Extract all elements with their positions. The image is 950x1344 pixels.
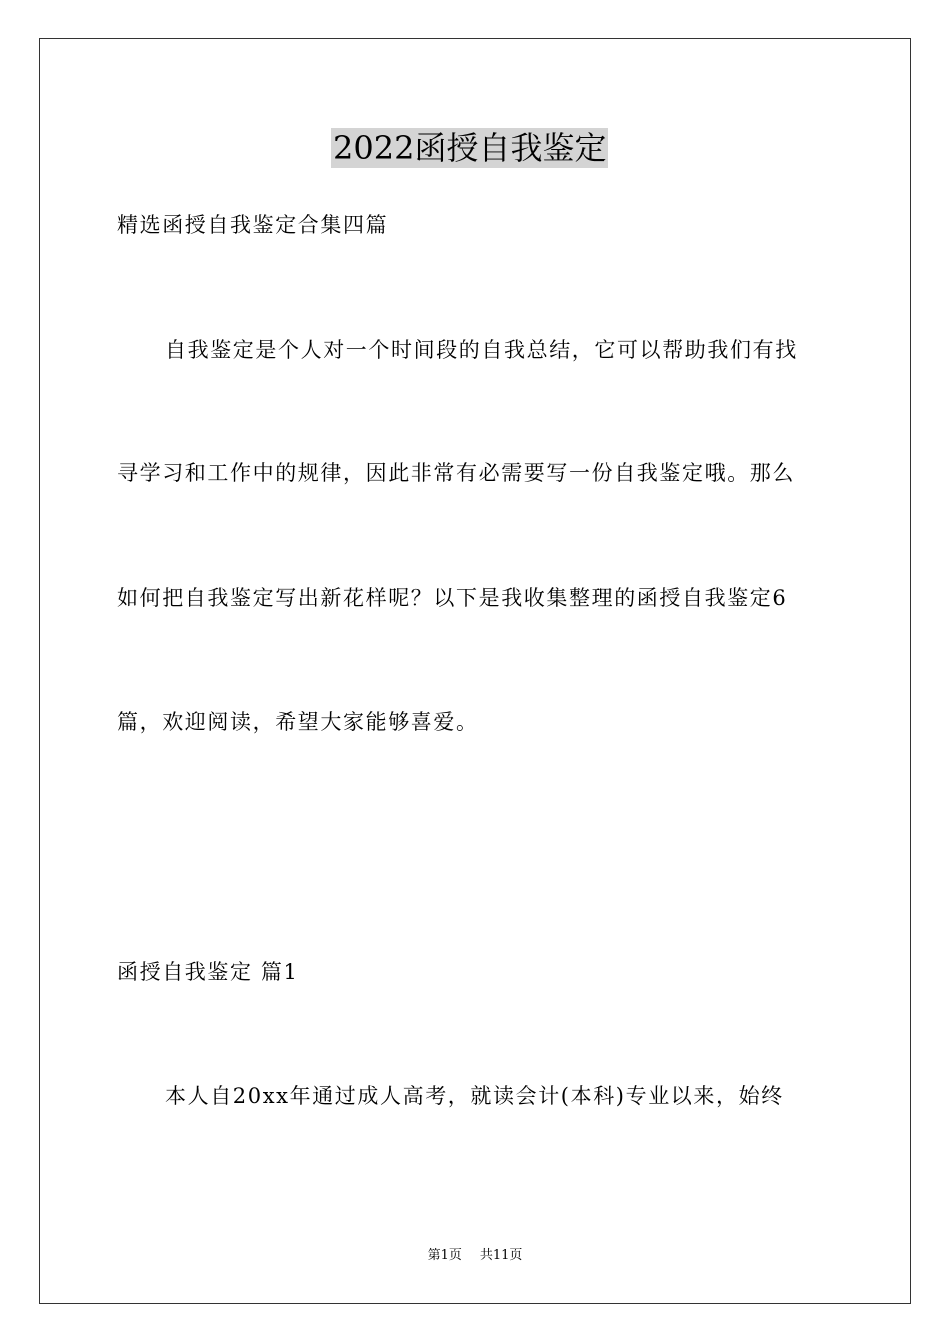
- page-number: 第1页: [427, 1248, 462, 1263]
- document-title: 2022函授自我鉴定: [333, 129, 607, 167]
- intro-line-1: 自我鉴定是个人对一个时间段的自我总结，它可以帮助我们有找: [165, 338, 798, 362]
- intro-line-4: 篇，欢迎阅读，希望大家能够喜爱。: [117, 710, 479, 734]
- page-footer: [0, 1248, 950, 1264]
- subtitle: 精选函授自我鉴定合集四篇: [117, 213, 389, 237]
- section-heading: 函授自我鉴定 篇1: [117, 960, 299, 984]
- intro-line-2: 寻学习和工作中的规律，因此非常有必需要写一份自我鉴定哦。那么: [117, 461, 795, 485]
- page-total: 共11页: [479, 1248, 523, 1263]
- section-paragraph-line: 本人自20xx年通过成人高考，就读会计(本科)专业以来，始终: [165, 1084, 784, 1108]
- intro-line-3: 如何把自我鉴定写出新花样呢？以下是我收集整理的函授自我鉴定6: [117, 586, 788, 610]
